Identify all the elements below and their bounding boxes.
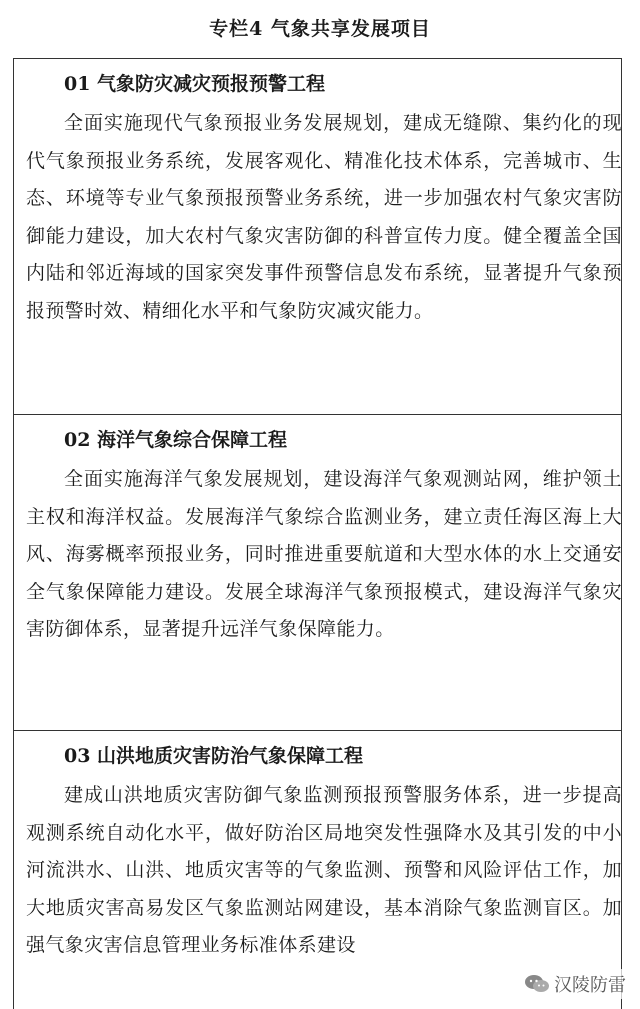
section-heading-02: 02 海洋气象综合保障工程: [64, 429, 288, 451]
section-box-02: [13, 414, 622, 730]
section-box-01: [13, 58, 622, 414]
section-body-01: 全面实施现代气象预报业务发展规划，建成无缝隙、集约化的现代气象预报业务系统，发展客观化、精准化技术体系，完善城市、生态、环境等专业气象预报预警业务系统，进一步加强农村气象灾害防御能力建设，加大农村气象灾害防御的科普宣传力度。健全覆盖全国内陆和邻近海域的国家突发事件预警信息发布系统，显著提升气象预报预警时效、精细化水平和气象防灾减灾能力。: [26, 112, 622, 322]
section-heading-03: 03 山洪地质灾害防治气象保障工程: [64, 745, 364, 767]
section-heading-01: 01 气象防灾减灾预报预警工程: [64, 73, 326, 95]
watermark: [520, 969, 630, 999]
watermark-text: 汉陵防雷: [554, 975, 626, 996]
wechat-icon: [524, 974, 550, 994]
section-body-03: 建成山洪地质灾害防御气象监测预报预警服务体系，进一步提高观测系统自动化水平，做好防治区局地突发性强降水及其引发的中小河流洪水、山洪、地质灾害等的气象监测、预警和风险评估工作，加大地质灾害高易发区气象监测站网建设，基本消除气象监测盲区。加强气象灾害信息管理业务标准体系建设: [26, 784, 622, 956]
page-title: 专栏4 气象共享发展项目: [209, 18, 431, 40]
section-body-02: 全面实施海洋气象发展规划，建设海洋气象观测站网，维护领土主权和海洋权益。发展海洋气象综合监测业务，建立责任海区海上大风、海雾概率预报业务，同时推进重要航道和大型水体的水上交通安全气象保障能力建设。发展全球海洋气象预报模式，建设海洋气象灾害防御体系，显著提升远洋气象保障能力。: [26, 468, 622, 640]
section-box-03: [13, 730, 622, 1009]
